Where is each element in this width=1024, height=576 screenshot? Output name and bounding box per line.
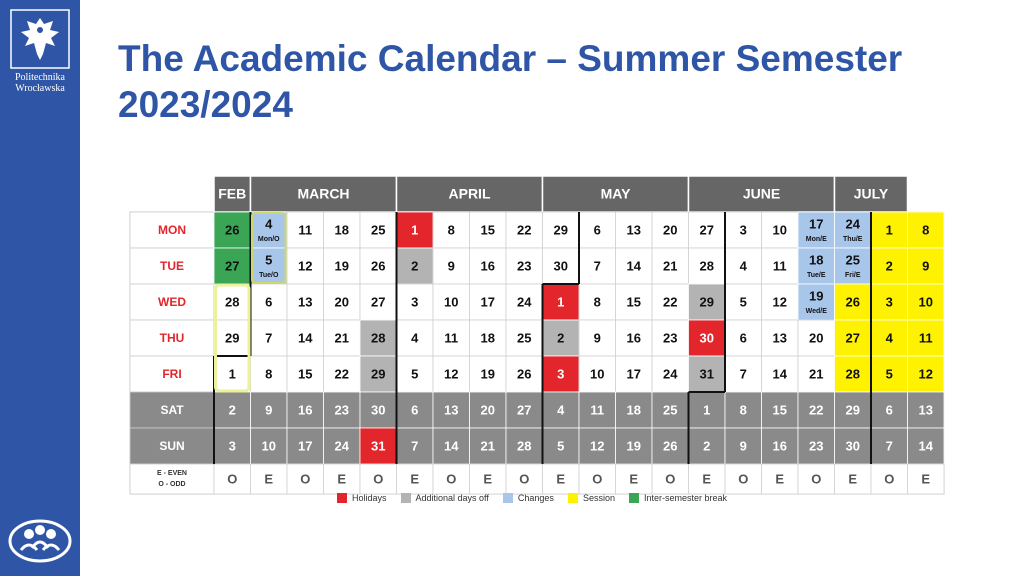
day-number: 5 bbox=[265, 252, 273, 268]
day-number: 27 bbox=[517, 402, 532, 418]
day-number: 27 bbox=[699, 222, 714, 238]
day-number: 23 bbox=[517, 258, 532, 274]
week-parity: E bbox=[410, 471, 420, 487]
day-number: 28 bbox=[225, 294, 240, 310]
day-number: 28 bbox=[845, 366, 860, 382]
day-number: 29 bbox=[553, 222, 568, 238]
day-change-note: Thu/E bbox=[843, 235, 863, 243]
day-number: 16 bbox=[298, 402, 313, 418]
university-line-1: Politechnika bbox=[15, 72, 65, 83]
day-number: 5 bbox=[411, 366, 419, 382]
day-number: 22 bbox=[809, 402, 824, 418]
day-number: 16 bbox=[626, 330, 641, 346]
day-number: 1 bbox=[411, 222, 419, 238]
day-number: 19 bbox=[809, 288, 824, 304]
day-number: 26 bbox=[517, 366, 532, 382]
week-parity: O bbox=[300, 471, 311, 487]
weekday-label-sun: SUN bbox=[159, 439, 185, 454]
day-number: 10 bbox=[772, 222, 787, 238]
day-number: 2 bbox=[885, 258, 893, 274]
parity-label-cell bbox=[130, 464, 214, 494]
week-parity: E bbox=[483, 471, 493, 487]
day-number: 2 bbox=[557, 330, 565, 346]
day-number: 7 bbox=[265, 330, 273, 346]
month-header-may: MAY bbox=[600, 185, 631, 202]
day-number: 5 bbox=[885, 366, 893, 382]
legend-item bbox=[401, 493, 489, 503]
day-number: 8 bbox=[447, 222, 455, 238]
day-number: 7 bbox=[739, 366, 747, 382]
week-parity: O bbox=[227, 471, 238, 487]
day-number: 19 bbox=[334, 258, 349, 274]
day-number: 22 bbox=[663, 294, 678, 310]
day-number: 14 bbox=[918, 438, 933, 454]
month-header-april: APRIL bbox=[448, 185, 491, 202]
day-number: 9 bbox=[447, 258, 455, 274]
day-number: 5 bbox=[739, 294, 747, 310]
day-number: 27 bbox=[845, 330, 860, 346]
day-number: 30 bbox=[371, 402, 386, 418]
day-number: 30 bbox=[699, 330, 714, 346]
day-number: 4 bbox=[885, 330, 893, 346]
legend-item bbox=[629, 493, 727, 503]
day-number: 13 bbox=[626, 222, 641, 238]
day-change-note: Mon/O bbox=[257, 235, 280, 243]
day-number: 14 bbox=[444, 438, 459, 454]
day-number: 7 bbox=[885, 438, 893, 454]
legend-item bbox=[503, 493, 554, 503]
legend-label: Additional days off bbox=[415, 493, 489, 503]
day-number: 20 bbox=[334, 294, 349, 310]
legend-label: Changes bbox=[517, 493, 554, 503]
day-change-note: Tue/O bbox=[259, 271, 279, 279]
day-number: 18 bbox=[334, 222, 349, 238]
day-number: 27 bbox=[371, 294, 386, 310]
week-parity: O bbox=[519, 471, 530, 487]
day-number: 22 bbox=[517, 222, 532, 238]
day-number: 21 bbox=[809, 366, 824, 382]
day-number: 18 bbox=[809, 252, 824, 268]
day-number: 14 bbox=[626, 258, 641, 274]
day-number: 7 bbox=[411, 438, 419, 454]
day-number: 10 bbox=[444, 294, 459, 310]
legend-item bbox=[337, 493, 387, 503]
week-parity: E bbox=[921, 471, 931, 487]
day-number: 26 bbox=[845, 294, 860, 310]
week-parity: O bbox=[665, 471, 676, 487]
week-parity: O bbox=[811, 471, 822, 487]
calendar-legend bbox=[337, 491, 741, 505]
day-number: 3 bbox=[228, 438, 236, 454]
day-number: 3 bbox=[739, 222, 747, 238]
day-number: 3 bbox=[557, 366, 565, 382]
day-change-note: Wed/E bbox=[805, 307, 827, 315]
week-parity: E bbox=[337, 471, 347, 487]
legend-swatch bbox=[568, 493, 578, 503]
day-change-note: Fri/E bbox=[844, 271, 861, 279]
day-number: 1 bbox=[557, 294, 565, 310]
day-number: 12 bbox=[298, 258, 313, 274]
day-number: 23 bbox=[663, 330, 678, 346]
day-number: 31 bbox=[699, 366, 714, 382]
day-change-note: Tue/E bbox=[806, 271, 826, 279]
day-number: 20 bbox=[480, 402, 495, 418]
day-number: 4 bbox=[411, 330, 419, 346]
day-number: 16 bbox=[480, 258, 495, 274]
day-number: 4 bbox=[265, 216, 273, 232]
day-number: 10 bbox=[918, 294, 933, 310]
legend-swatch bbox=[503, 493, 513, 503]
weekday-label-thu: THU bbox=[159, 331, 185, 346]
week-parity: E bbox=[848, 471, 858, 487]
day-number: 6 bbox=[411, 402, 419, 418]
day-number: 14 bbox=[298, 330, 313, 346]
week-parity: E bbox=[775, 471, 785, 487]
day-number: 24 bbox=[663, 366, 678, 382]
month-header-june: JUNE bbox=[742, 185, 781, 202]
day-number: 22 bbox=[334, 366, 349, 382]
day-number: 21 bbox=[334, 330, 349, 346]
day-number: 21 bbox=[663, 258, 678, 274]
day-number: 6 bbox=[885, 402, 893, 418]
day-number: 4 bbox=[557, 402, 565, 418]
day-number: 13 bbox=[918, 402, 933, 418]
day-number: 9 bbox=[739, 438, 747, 454]
week-parity: E bbox=[629, 471, 639, 487]
week-parity: E bbox=[264, 471, 274, 487]
day-number: 26 bbox=[663, 438, 678, 454]
university-line-2: Wrocławska bbox=[15, 83, 65, 94]
day-number: 28 bbox=[699, 258, 714, 274]
day-number: 23 bbox=[334, 402, 349, 418]
day-number: 1 bbox=[703, 402, 711, 418]
day-number: 24 bbox=[334, 438, 349, 454]
weekday-label-mon: MON bbox=[158, 223, 186, 238]
legend-label: Inter-semester break bbox=[643, 493, 727, 503]
weekday-label-tue: TUE bbox=[160, 259, 184, 274]
day-number: 16 bbox=[772, 438, 787, 454]
day-number: 11 bbox=[918, 330, 933, 346]
day-number: 2 bbox=[228, 402, 236, 418]
day-number: 8 bbox=[265, 366, 273, 382]
page-title: The Academic Calendar – Summer Semester 2023/2024 bbox=[118, 38, 903, 125]
day-number: 26 bbox=[371, 258, 386, 274]
day-number: 15 bbox=[626, 294, 641, 310]
day-change-note: Mon/E bbox=[805, 235, 827, 243]
day-number: 25 bbox=[845, 252, 860, 268]
month-header-feb: FEB bbox=[218, 185, 247, 202]
week-parity: O bbox=[738, 471, 749, 487]
day-number: 3 bbox=[885, 294, 893, 310]
day-number: 9 bbox=[265, 402, 273, 418]
legend-item bbox=[568, 493, 615, 503]
day-number: 13 bbox=[772, 330, 787, 346]
day-number: 12 bbox=[772, 294, 787, 310]
parity-label-even: E - EVEN bbox=[157, 469, 187, 477]
day-number: 20 bbox=[809, 330, 824, 346]
day-number: 27 bbox=[225, 258, 240, 274]
day-number: 9 bbox=[922, 258, 930, 274]
day-number: 9 bbox=[593, 330, 601, 346]
month-header-july: JULY bbox=[853, 185, 889, 202]
day-number: 29 bbox=[225, 330, 240, 346]
day-number: 28 bbox=[371, 330, 386, 346]
day-number: 15 bbox=[480, 222, 495, 238]
day-number: 26 bbox=[225, 222, 240, 238]
week-parity: E bbox=[702, 471, 712, 487]
day-number: 2 bbox=[411, 258, 419, 274]
week-parity: O bbox=[884, 471, 895, 487]
parity-label-odd: O - ODD bbox=[158, 480, 186, 488]
day-number: 18 bbox=[480, 330, 495, 346]
day-number: 11 bbox=[298, 222, 313, 238]
legend-swatch bbox=[629, 493, 639, 503]
day-number: 24 bbox=[517, 294, 532, 310]
day-number: 25 bbox=[517, 330, 532, 346]
day-number: 19 bbox=[626, 438, 641, 454]
legend-swatch bbox=[401, 493, 411, 503]
day-number: 11 bbox=[444, 330, 459, 346]
day-number: 17 bbox=[480, 294, 495, 310]
day-number: 20 bbox=[663, 222, 678, 238]
day-number: 4 bbox=[739, 258, 747, 274]
day-number: 29 bbox=[845, 402, 860, 418]
day-number: 6 bbox=[265, 294, 273, 310]
day-number: 28 bbox=[517, 438, 532, 454]
day-number: 1 bbox=[228, 366, 236, 382]
day-number: 14 bbox=[772, 366, 787, 382]
day-number: 21 bbox=[480, 438, 495, 454]
week-parity: O bbox=[592, 471, 603, 487]
day-number: 19 bbox=[480, 366, 495, 382]
day-number: 2 bbox=[703, 438, 711, 454]
legend-swatch bbox=[337, 493, 347, 503]
day-number: 13 bbox=[298, 294, 313, 310]
day-number: 10 bbox=[590, 366, 605, 382]
week-parity: O bbox=[446, 471, 457, 487]
weekday-label-sat: SAT bbox=[160, 403, 184, 418]
legend-label: Session bbox=[582, 493, 615, 503]
day-number: 29 bbox=[699, 294, 714, 310]
day-number: 8 bbox=[922, 222, 930, 238]
day-number: 6 bbox=[593, 222, 601, 238]
day-number: 7 bbox=[593, 258, 601, 274]
day-number: 12 bbox=[918, 366, 933, 382]
day-number: 10 bbox=[261, 438, 276, 454]
day-number: 12 bbox=[444, 366, 459, 382]
legend-label: Holidays bbox=[352, 493, 387, 503]
day-number: 17 bbox=[809, 216, 824, 232]
day-number: 6 bbox=[739, 330, 747, 346]
day-number: 31 bbox=[371, 438, 386, 454]
day-number: 8 bbox=[593, 294, 601, 310]
day-number: 30 bbox=[845, 438, 860, 454]
day-number: 29 bbox=[371, 366, 386, 382]
day-number: 12 bbox=[590, 438, 605, 454]
day-number: 13 bbox=[444, 402, 459, 418]
day-number: 11 bbox=[590, 402, 605, 418]
day-number: 17 bbox=[626, 366, 641, 382]
day-number: 5 bbox=[557, 438, 565, 454]
day-number: 17 bbox=[298, 438, 313, 454]
week-parity: O bbox=[373, 471, 384, 487]
day-number: 11 bbox=[772, 258, 787, 274]
weekday-label-wed: WED bbox=[158, 295, 186, 310]
day-number: 15 bbox=[772, 402, 787, 418]
weekday-label-fri: FRI bbox=[162, 367, 182, 382]
day-number: 24 bbox=[845, 216, 860, 232]
day-number: 1 bbox=[885, 222, 893, 238]
day-number: 23 bbox=[809, 438, 824, 454]
day-number: 25 bbox=[663, 402, 678, 418]
day-number: 18 bbox=[626, 402, 641, 418]
day-number: 25 bbox=[371, 222, 386, 238]
week-parity: E bbox=[556, 471, 566, 487]
day-number: 8 bbox=[739, 402, 747, 418]
day-number: 30 bbox=[553, 258, 568, 274]
month-header-march: MARCH bbox=[297, 185, 350, 202]
day-number: 3 bbox=[411, 294, 419, 310]
day-number: 15 bbox=[298, 366, 313, 382]
